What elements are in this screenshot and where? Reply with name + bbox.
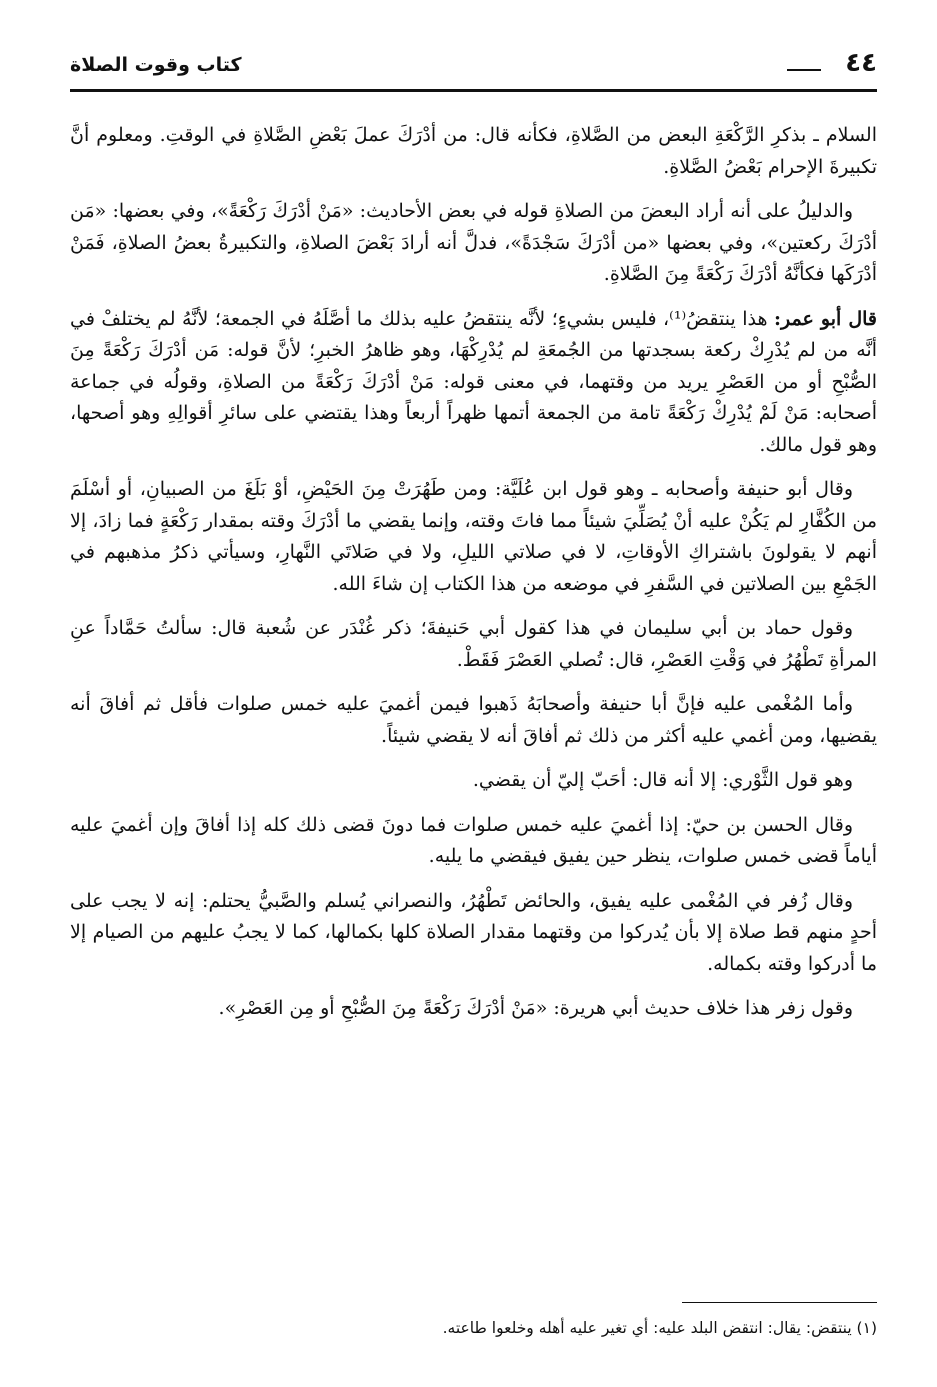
paragraph-text: وقول زفر هذا خلاف حديث أبي هريرة: «مَنْ أدْرَكَ رَكْعَةً مِنَ الصُّبْحِ أو مِن العَصْرِ». <box>218 997 853 1019</box>
paragraph-text: والدليلُ على أنه أراد البعضَ من الصلاةِ قوله في بعض الأحاديث: «مَنْ أدْرَكَ رَكْعَةً»، وفي بعضها: «مَن أدْرَكَ ركعتين»، وفي بعضها «من أدْرَكَ سَجْدَةً»، فدلَّ أنه أرادَ بَعْضَ الصلاةِ، والتكبيرةُ بعضُ الصلاةِ، فَمَنْ أدْرَكَها فكأنَّهُ أدْرَكَ رَكْعَةً مِنَ الصَّلاةِ. <box>70 200 877 285</box>
paragraph-text: السلام ـ بذكرِ الرَّكْعَةِ البعض من الصَّلاةِ، فكأنه قال: من أدْرَكَ عملَ بَعْضِ الصَّلاةِ في الوقتِ. ومعلوم أنَّ تكبيرةَ الإحرام بَعْضُ الصَّلاةِ. <box>70 124 877 178</box>
paragraph <box>70 765 877 797</box>
paragraph-text: وقال زُفر في المُغْمى عليه يفيق، والحائض تَطْهُرُ، والنصراني يُسلم والصَّبيُّ يحتلم: إنه لا يجب على أحدٍ منهم قط صلاة إلا بأن يُدركوا من وقتهما مقدار الصلاة كلها بكمالها، كما لا يجبُ عليهم من الصيام إلا ما أدركوا وقته بكماله. <box>70 889 877 975</box>
footnote-rule <box>682 1302 877 1303</box>
footnote: (١) ينتقض: يقال: انتقض البلد عليه: أي تغير عليه أهله وخلعوا طاعته. <box>442 1319 877 1337</box>
paragraph <box>70 196 877 291</box>
paragraph-text: وقال الحسن بن حيّ: إذا أغميَ عليه خمس صلوات فما دونَ قضى ذلك كله إذا أفاقَ وإن أغميَ عليه أياماً قضى خمس صلوات، ينظر حين يفيق فيقضي ما يليه. <box>70 813 877 867</box>
paragraph <box>70 304 877 462</box>
speaker-label: قال أبو عمر: <box>774 307 878 330</box>
paragraph-text: وقول حماد بن أبي سليمان في هذا كقول أبي حَنيفةَ؛ ذكر غُنْدَر عن شُعبة قال: سألتُ حَمَّاداً عنِ المرأةِ تَطْهُرُ في وَقْتِ العَصْرِ، قال: تُصلي العَصْرَ فَقَطْ. <box>70 617 877 671</box>
paragraph <box>70 993 877 1025</box>
header-rule <box>70 89 877 92</box>
paragraph-text: وأما المُغْمى عليه فإنَّ أبا حنيفة وأصحابَهُ ذَهبوا فيمن أغميَ عليه خمس صلوات فأقل ثم أفاقَ أنه يقضيها، ومن أغمي عليه أكثر من ذلك ثم أفاقَ أنه لا يقضي شيئاً. <box>70 693 877 747</box>
paragraph-text: وقال أبو حنيفة وأصحابه ـ وهو قول ابن عُلَيَّة: ومن طَهُرَتْ مِنَ الحَيْضِ، أوْ بَلَغَ من الصبيانِ، أو أسْلَمَ من الكُفَّارِ لم يَكُنْ عليه أنْ يُصَلِّيَ شيئاً مما فاتَ وقته، وإنما يقضي ما أدْرَكَ وقته بمقدار رَكْعَةٍ فما زادَ، إلا أنهم لا يقولونَ باشتراكِ الأوقاتِ، لا في صلاتي الليلِ، ولا في صَلاتَي النَّهارِ، وسيأتي ذكرُ مذهبهم في الجَمْعِ بين الصلاتين في السَّفرِ في موضعه من هذا الكتاب إن شاءَ الله. <box>70 478 877 595</box>
page-number: ٤٤ <box>845 48 877 78</box>
paragraph <box>70 886 877 981</box>
paragraph-text: هذا ينتقضُ⁽¹⁾، فليس بشيءٍ؛ لأنَّه ينتقضُ عليه بذلك ما أصَّلَهُ في الجمعة؛ لأنَّهُ لم يختلفْ في أنَّه من لم يُدْرِكْ ركعة بسجدتها من الجُمعَةِ لم يُدْرِكْهَا، وهو ظاهرُ الخبرِ؛ لأنَّ قوله: مَن أدْرَكَ رَكْعَةً مِنَ الصُّبْحِ أو من العَصْرِ يريد من وقتهما، في معنى قوله: مَنْ أدْرَكَ رَكْعَةً من الصلاةِ، وقولُه في جماعة أصحابه: مَنْ لَمْ يُدْرِكْ رَكْعَةً تامة من الجمعة أتمها ظهراً أربعاً وهذا يقتضي على سائرِ أقوالِهِ وهو أصحها، وهو قول مالك. <box>70 307 877 456</box>
book-page <box>70 40 877 1360</box>
paragraph <box>70 120 877 183</box>
paragraph <box>70 613 877 676</box>
paragraph-text: وهو قول الثَّوْري: إلا أنه قال: أحَبّ إليّ أن يقضي. <box>472 769 853 791</box>
page-header <box>70 40 877 92</box>
running-title: كتاب وقوت الصلاة <box>70 54 242 76</box>
main-text <box>70 120 877 1038</box>
paragraph <box>70 689 877 752</box>
paragraph <box>70 474 877 600</box>
paragraph <box>70 810 877 873</box>
header-dash <box>787 69 821 71</box>
